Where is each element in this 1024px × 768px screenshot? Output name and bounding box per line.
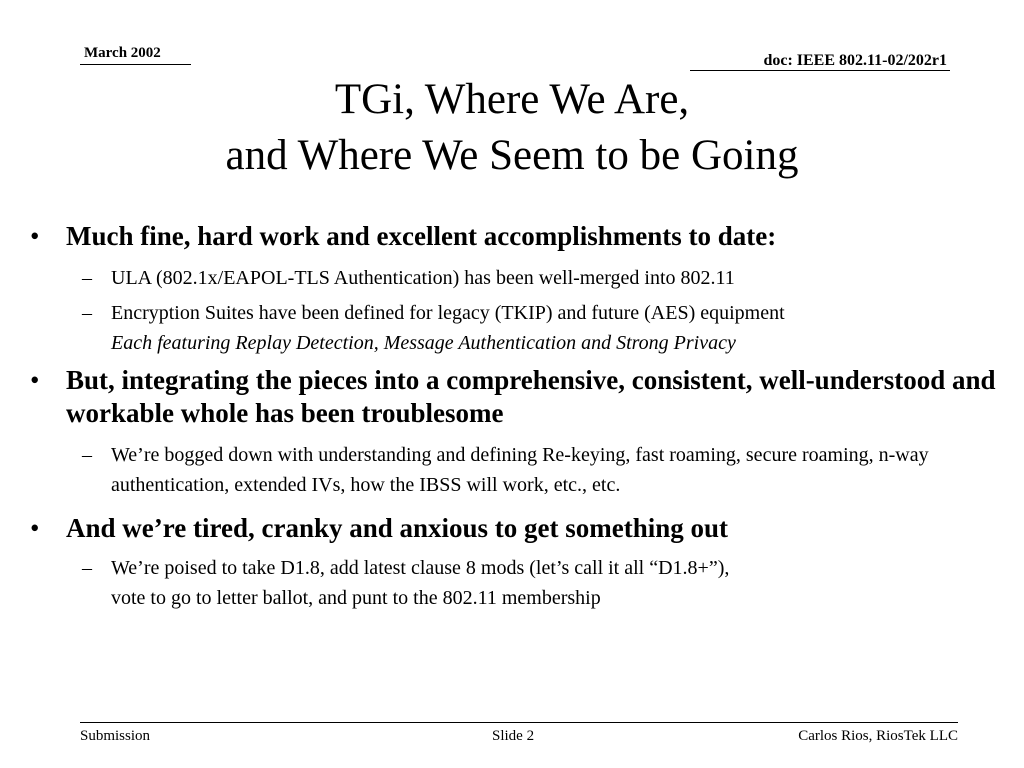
header-doc-underline	[690, 70, 950, 71]
slide-title-line-1: TGi, Where We Are,	[334, 76, 690, 123]
bullet-3-sub-1	[30, 553, 1000, 613]
header-date: March 2002	[84, 45, 161, 61]
bullet-dot-icon: •	[30, 513, 40, 543]
bullet-2	[30, 364, 1000, 430]
bullet-dot-icon: •	[30, 221, 40, 251]
footer-slide-number: Slide 2	[492, 728, 535, 744]
bullet-3-sub-1-line-2: vote to go to letter ballot, and punt to the 802.11 membership	[111, 587, 601, 609]
dash-icon: –	[82, 267, 92, 289]
bullet-1-sub-2-text: Encryption Suites have been defined for legacy (TKIP) and future (AES) equipment	[111, 302, 785, 324]
slide-body	[30, 220, 1000, 613]
footer-rule	[80, 722, 958, 723]
footer-submission: Submission	[80, 728, 151, 744]
bullet-3-text: And we’re tired, cranky and anxious to get something out	[66, 513, 729, 543]
slide-title-line-2: and Where We Seem to be Going	[225, 132, 799, 179]
bullet-2-sub-1	[30, 440, 1000, 500]
bullet-2-text: But, integrating the pieces into a comprehensive, consistent, well-understood and workable whole has been troublesome	[66, 365, 996, 428]
header-date-underline	[80, 64, 191, 65]
bullet-3-sub-1-text: We’re poised to take D1.8, add latest clause 8 mods (let’s call it all “D1.8+”),	[111, 557, 730, 579]
bullet-1-sub-2-italic: Each featuring Replay Detection, Message Authentication and Strong Privacy	[111, 332, 736, 354]
bullet-2-sub-1-text: We’re bogged down with understanding and defining Re-keying, fast roaming, secure roaming, n-way authentication, extended IVs, how the IBSS will work, etc., etc.	[111, 444, 929, 496]
dash-icon: –	[82, 557, 92, 579]
bullet-1-sub-2	[30, 298, 1000, 358]
header-doc-id: doc: IEEE 802.11-02/202r1	[763, 52, 947, 69]
bullet-1-sub-1-text: ULA (802.1x/EAPOL-TLS Authentication) has been well-merged into 802.11	[111, 267, 735, 289]
dash-icon: –	[82, 302, 92, 324]
bullet-3	[30, 512, 1000, 545]
bullet-1	[30, 220, 1000, 253]
bullet-1-text: Much fine, hard work and excellent accomplishments to date:	[66, 221, 777, 251]
footer-author: Carlos Rios, RiosTek LLC	[798, 728, 958, 744]
dash-icon: –	[82, 444, 92, 466]
slide-title	[0, 72, 1024, 184]
bullet-1-sub-1	[30, 263, 1000, 293]
bullet-dot-icon: •	[30, 365, 40, 395]
